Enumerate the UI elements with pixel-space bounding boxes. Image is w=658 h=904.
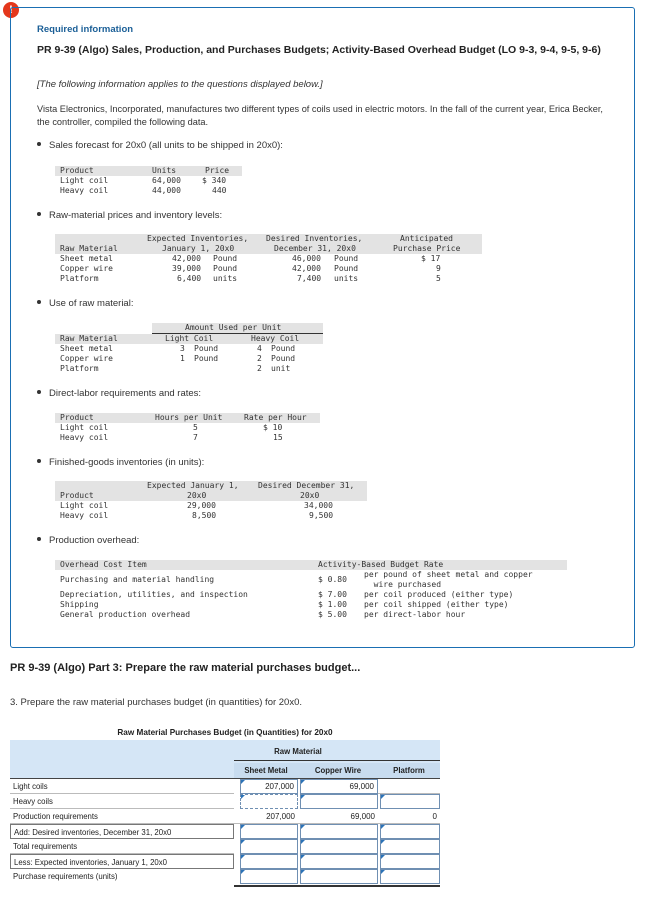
table-cell: per coil produced (either type) (364, 590, 514, 599)
table-cell: 5 (436, 274, 441, 283)
platform-production-total: 0 (378, 809, 440, 824)
row-label-heavy-coils: Heavy coils (10, 794, 234, 809)
table-cell: $ 340 (202, 176, 227, 185)
table-cell: Copper wire (60, 264, 113, 273)
table-cell: 440 (212, 186, 227, 195)
table-cell: 15 (273, 433, 283, 442)
part-instruction: 3. Prepare the raw material purchases budget (in quantities) for 20x0. (10, 697, 303, 708)
col-header: Heavy Coil (251, 334, 300, 343)
col-header: Raw Material (60, 334, 118, 343)
bullet-dot (37, 390, 41, 394)
table-cell: Platform (60, 364, 99, 373)
budget-grid (10, 740, 440, 879)
table-cell: $ 1.00 (318, 600, 347, 609)
copper-wire-production-total: 69,000 (298, 809, 378, 824)
bullet-sales (37, 140, 283, 151)
row-label-light-coils: Light coils (10, 779, 234, 794)
table-cell: 39,000 (172, 264, 201, 273)
platform-purchase-input[interactable] (380, 869, 440, 884)
table-cell: units (213, 274, 238, 283)
header-band (10, 763, 234, 778)
platform-heavy-input[interactable] (380, 794, 440, 809)
col-header: Raw Material (60, 244, 118, 253)
col-header: Hours per Unit (155, 413, 223, 422)
bullet-raw-use (37, 298, 133, 309)
col-header: 20x0 (300, 491, 320, 500)
table-cell: 29,000 (187, 501, 216, 510)
table-cell: 2 (257, 364, 262, 373)
bullet-text: Direct-labor requirements and rates: (49, 388, 202, 399)
platform-desired-input[interactable] (380, 824, 440, 839)
bullet-text: Raw-material prices and inventory levels: (49, 210, 223, 221)
platform-total-input[interactable] (380, 839, 440, 854)
table-cell: Pound (271, 354, 296, 363)
table-cell: Heavy coil (60, 186, 109, 195)
table-cell: $ 10 (263, 423, 283, 432)
table-cell: Light coil (60, 176, 109, 185)
col-header: Anticipated (400, 234, 453, 243)
table-cell: per direct-labor hour (364, 610, 466, 619)
copper-wire-light-input[interactable]: 69,000 (300, 779, 378, 794)
table-cell: 9 (436, 264, 441, 273)
col-header: Expected Inventories, (147, 234, 249, 243)
sheet-metal-heavy-input[interactable] (240, 794, 298, 809)
col-header: 20x0 (187, 491, 207, 500)
row-label-desired-inventories[interactable]: Add: Desired inventories, December 31, 20x0 (10, 824, 234, 839)
table-cell: Pound (271, 344, 296, 353)
table-cell: unit (271, 364, 291, 373)
sheet-metal-purchase-input[interactable] (240, 869, 298, 884)
table-cell: per coil shipped (either type) (364, 600, 509, 609)
required-info-heading: Required information (37, 24, 134, 35)
part-title: PR 9-39 (Algo) Part 3: Prepare the raw material purchases budget... (10, 662, 361, 674)
row-label-purchase-requirements: Purchase requirements (units) (13, 872, 118, 881)
copper-wire-expected-input[interactable] (300, 854, 378, 869)
table-cell: 64,000 (152, 176, 181, 185)
table-cell: $ 17 (421, 254, 441, 263)
budget-title: Raw Material Purchases Budget (in Quantities) for 20x0 (117, 728, 333, 737)
table-cell: Pound (213, 264, 238, 273)
table-cell: 2 (257, 354, 262, 363)
table-cell: Sheet metal (60, 344, 113, 353)
table-cell: Pound (334, 254, 359, 263)
table-cell: 3 (180, 344, 185, 353)
table-cell: Purchasing and material handling (60, 575, 215, 584)
table-cell: 42,000 (292, 264, 321, 273)
bullet-raw-prices (37, 210, 222, 221)
bullet-text: Production overhead: (49, 535, 140, 546)
col-header: Product (60, 491, 94, 500)
table-cell: Pound (213, 254, 238, 263)
bullet-finished (37, 457, 204, 468)
table-cell: 6,400 (177, 274, 202, 283)
col-header: Product (60, 413, 94, 422)
sheet-metal-production-total: 207,000 (234, 809, 298, 824)
table-cell: Pound (194, 344, 219, 353)
bullet-labor (37, 388, 201, 399)
platform-expected-input[interactable] (380, 854, 440, 869)
table-cell: General production overhead (60, 610, 191, 619)
alert-icon: ! (3, 2, 19, 18)
bullet-text: Finished-goods inventories (in units): (49, 457, 205, 468)
table-cell: 5 (193, 423, 198, 432)
table-cell: Shipping (60, 600, 99, 609)
bullet-dot (37, 300, 41, 304)
col-header: Desired Inventories, (266, 234, 363, 243)
bullet-dot (37, 459, 41, 463)
purchases-budget-table (10, 726, 440, 879)
group-rule (234, 760, 440, 761)
col-header: Product (60, 166, 94, 175)
table-cell: Light coil (60, 423, 109, 432)
problem-title: PR 9-39 (Algo) Sales, Production, and Purchases Budgets; Activity-Based Overhead Budget (LO 9-3, 9-4, 9-5, 9-6) (37, 44, 601, 56)
table-cell: 46,000 (292, 254, 321, 263)
col-header: Purchase Price (393, 244, 461, 253)
table-cell: $ 0.80 (318, 575, 347, 584)
col-header: Rate per Hour (244, 413, 307, 422)
table-cell: per pound of sheet metal and copper wire purchased (364, 570, 533, 590)
copper-wire-total-input[interactable] (300, 839, 378, 854)
intro-text: Vista Electronics, Incorporated, manufactures two different types of coils used in electric motors. In the fall of the current year, Erica Becker, the controller, compiled the following data. (37, 104, 603, 127)
row-label-production-requirements: Production requirements (10, 809, 234, 824)
table-cell: Light coil (60, 501, 109, 510)
table-cell: Heavy coil (60, 511, 109, 520)
table-cell: 7 (193, 433, 198, 442)
table-cell: 4 (257, 344, 262, 353)
table-cell: Heavy coil (60, 433, 109, 442)
table-cell: Depreciation, utilities, and inspection (60, 590, 248, 599)
bullet-dot (37, 537, 41, 541)
bullet-dot (37, 212, 41, 216)
col-header: Overhead Cost Item (60, 560, 147, 569)
col-header: Amount Used per Unit (185, 323, 282, 332)
table-cell: 34,000 (304, 501, 333, 510)
total-double-rule (234, 885, 440, 887)
col-header: Expected January 1, (147, 481, 239, 490)
table-cell: 44,000 (152, 186, 181, 195)
bullet-text: Use of raw material: (49, 298, 134, 309)
col-header-platform: Platform (393, 766, 425, 775)
sheet-metal-expected-input[interactable] (240, 854, 298, 869)
col-header: Light Coil (165, 334, 214, 343)
col-header-sheet-metal: Sheet Metal (244, 766, 288, 775)
col-header: December 31, 20x0 (274, 244, 356, 253)
table-cell: Pound (194, 354, 219, 363)
platform-light-cell (378, 779, 440, 794)
bullet-overhead (37, 535, 139, 546)
bullet-dot (37, 142, 41, 146)
group-header: Raw Material (274, 747, 322, 756)
sheet-metal-desired-input[interactable] (240, 824, 298, 839)
table-cell: 1 (180, 354, 185, 363)
table-cell: $ 7.00 (318, 590, 347, 599)
table-cell: 8,500 (192, 511, 217, 520)
col-header: Units (152, 166, 177, 175)
table-cell: 7,400 (297, 274, 322, 283)
table-cell: 42,000 (172, 254, 201, 263)
col-header-copper-wire: Copper Wire (314, 766, 362, 775)
table-cell: 9,500 (309, 511, 334, 520)
col-header: Price (205, 166, 230, 175)
sheet-metal-total-input[interactable] (240, 839, 298, 854)
col-header: Activity-Based Budget Rate (318, 560, 444, 569)
copper-wire-desired-input[interactable] (300, 824, 378, 839)
bullet-text: Sales forecast for 20x0 (all units to be shipped in 20x0): (49, 140, 283, 151)
col-header: Desired December 31, (258, 481, 355, 490)
table-cell: $ 5.00 (318, 610, 347, 619)
table-cell: Copper wire (60, 354, 113, 363)
copper-wire-heavy-input[interactable] (300, 794, 378, 809)
col-header: January 1, 20x0 (162, 244, 235, 253)
copper-wire-purchase-input[interactable] (300, 869, 378, 884)
table-cell: Pound (334, 264, 359, 273)
sheet-metal-light-input[interactable]: 207,000 (240, 779, 298, 794)
table-cell: Sheet metal (60, 254, 113, 263)
row-label-expected-inventories[interactable]: Less: Expected inventories, January 1, 20x0 (10, 854, 234, 869)
row-label-total-requirements: Total requirements (10, 839, 234, 854)
table-cell: units (334, 274, 359, 283)
table-cell: Platform (60, 274, 99, 283)
applies-note: [The following information applies to the questions displayed below.] (37, 79, 323, 90)
